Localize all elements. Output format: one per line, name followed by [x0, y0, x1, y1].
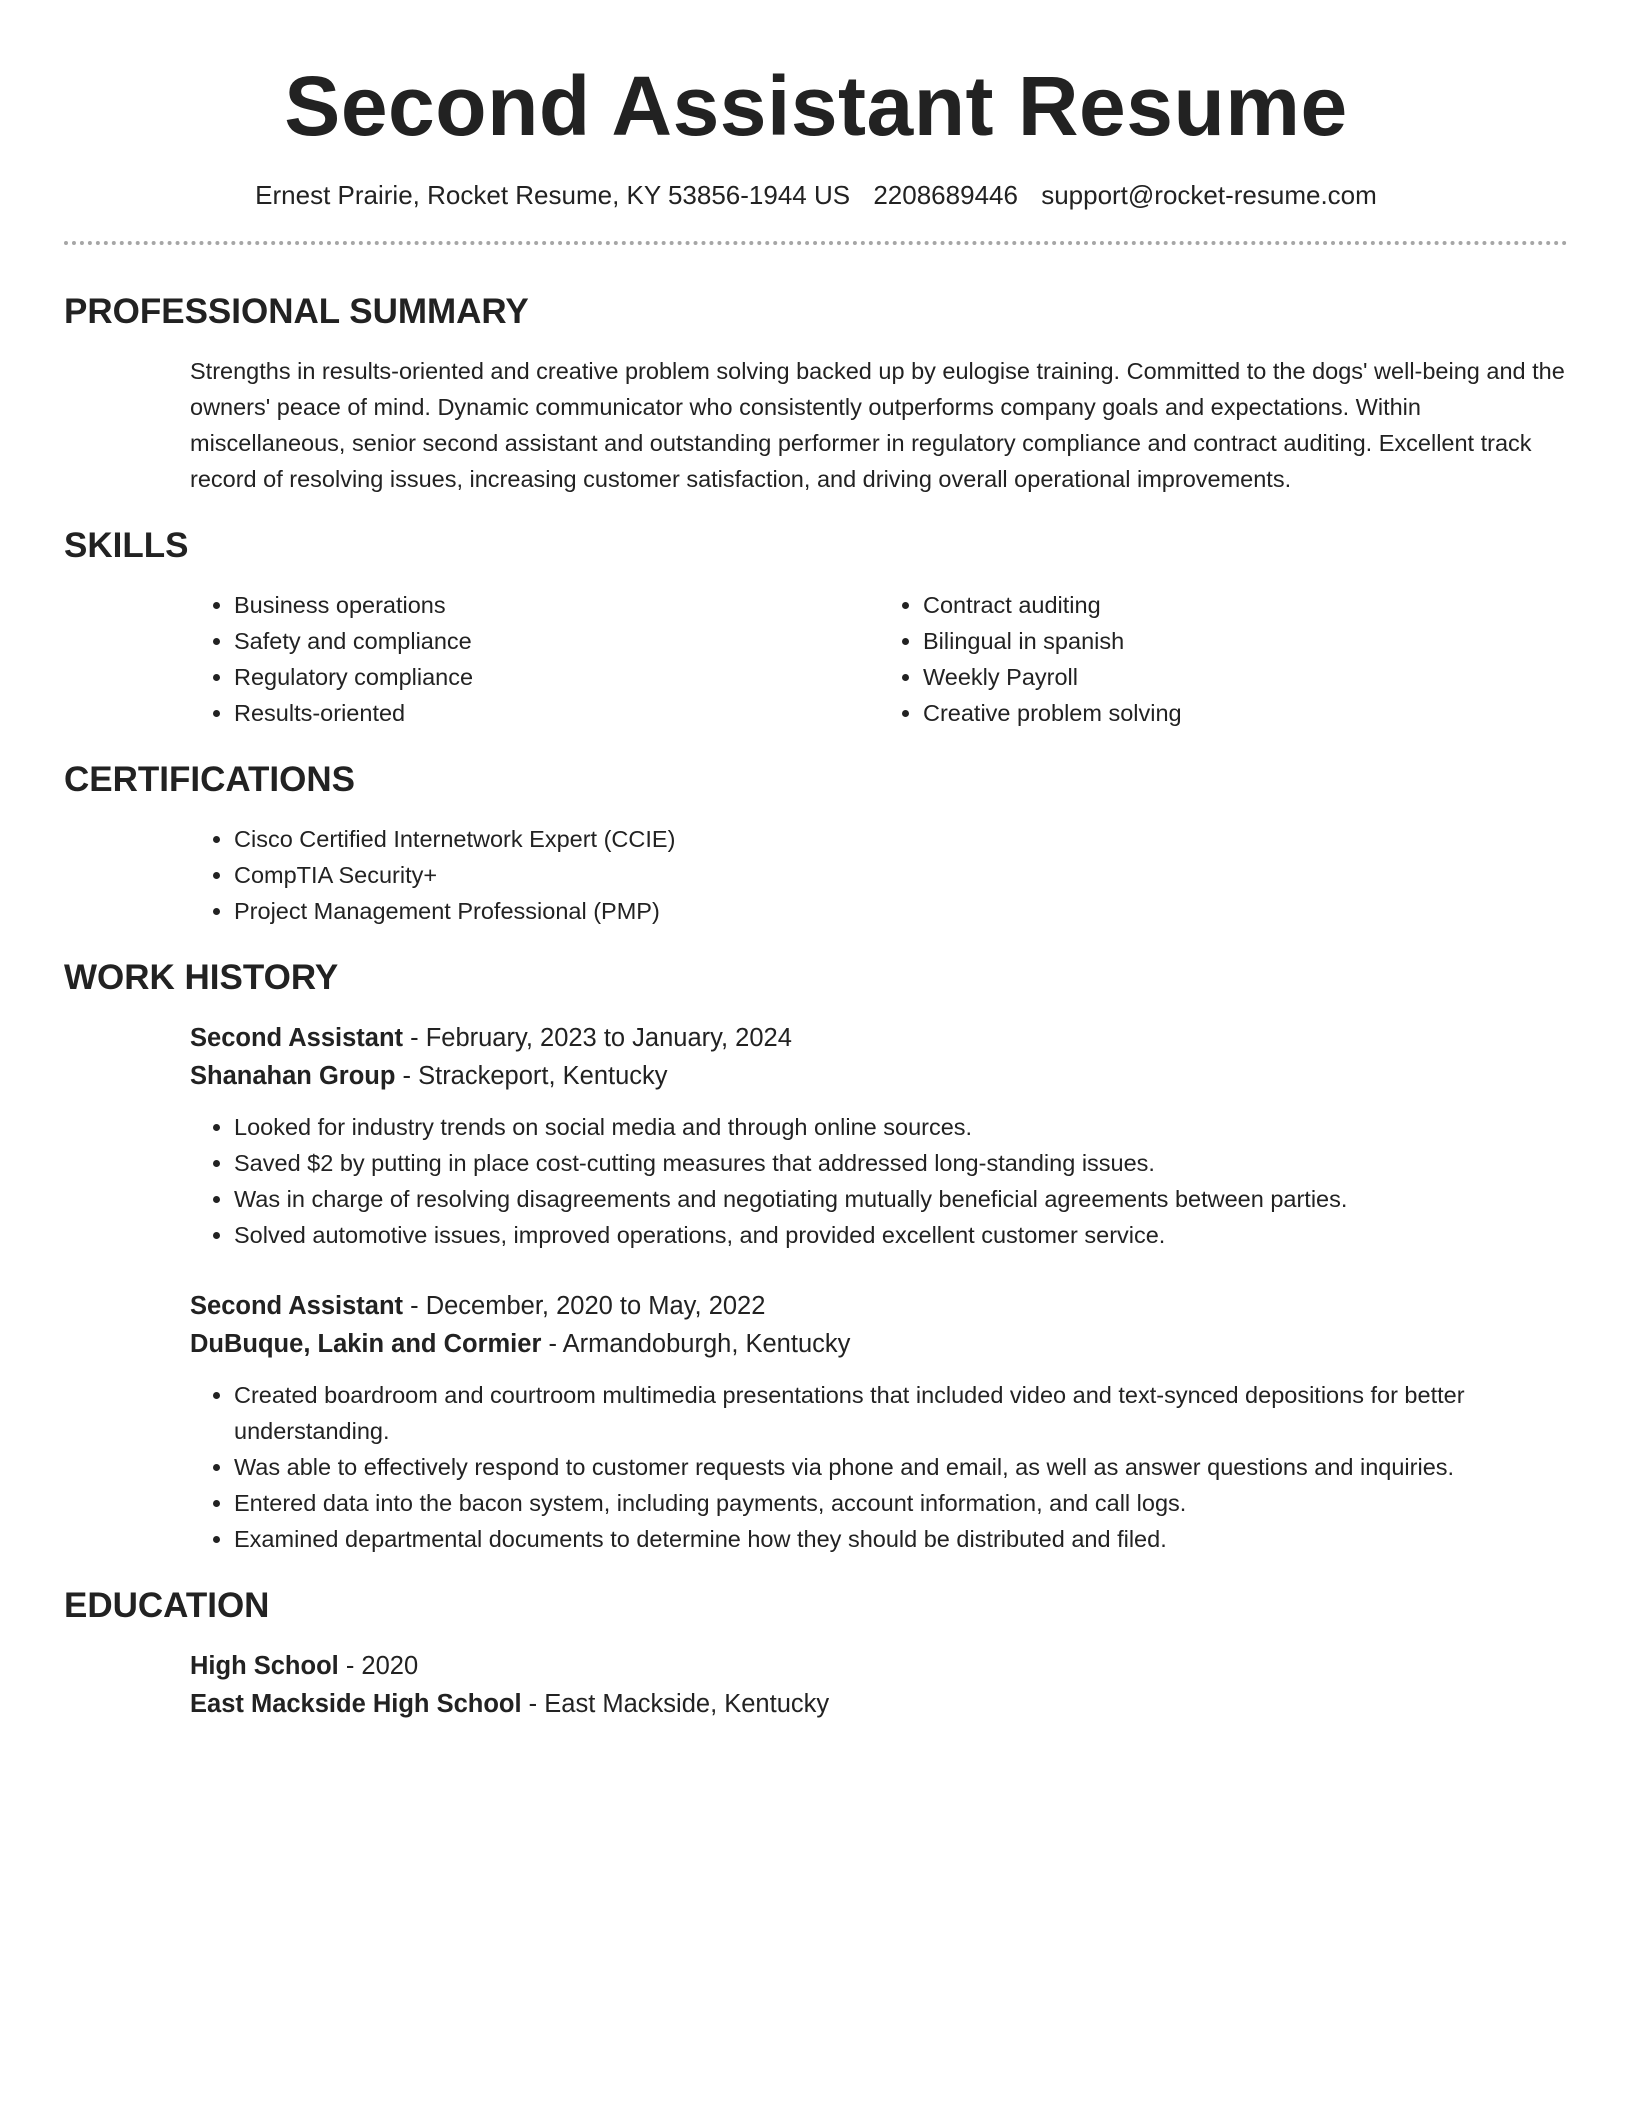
skills-section [64, 525, 1568, 731]
skill-item: • Bilingual in spanish [923, 623, 1568, 659]
job-bullet: • Created boardroom and courtroom multimedia presentations that included video and text-synced depositions for better understanding. [234, 1377, 1568, 1449]
job-title: Second Assistant [190, 1292, 404, 1320]
job-entry [190, 1287, 1568, 1557]
job-bullets [190, 1109, 1568, 1253]
job-bullet: • Entered data into the bacon system, including payments, account information, and call logs. [234, 1485, 1568, 1521]
skill-item: • Business operations [234, 587, 879, 623]
work-history-heading: WORK HISTORY [64, 958, 339, 997]
job-bullet: • Looked for industry trends on social media and through online sources. [234, 1109, 1568, 1145]
job-company: Shanahan Group [190, 1062, 396, 1090]
summary-heading: PROFESSIONAL SUMMARY [64, 292, 529, 331]
job-company: DuBuque, Lakin and Cormier [190, 1330, 542, 1358]
resume-title: Second Assistant Resume [284, 59, 1348, 153]
skills-list-left [190, 587, 879, 731]
certifications-section [64, 759, 1568, 929]
job-title-line [190, 1019, 1568, 1057]
summary-section [64, 291, 1568, 497]
education-section [64, 1585, 1568, 1723]
skill-item: • Weekly Payroll [923, 659, 1568, 695]
education-degree: High School [190, 1652, 339, 1680]
skills-list-right [879, 587, 1568, 731]
skill-item: • Contract auditing [923, 587, 1568, 623]
education-degree-line [190, 1647, 1568, 1685]
education-body [190, 1647, 1568, 1723]
job-bullet: • Was able to effectively respond to customer requests via phone and email, as well as answer questions and inquiries. [234, 1449, 1568, 1485]
work-history-section [64, 957, 1568, 1557]
header-divider [64, 241, 1568, 245]
education-school-line [190, 1685, 1568, 1723]
summary-body [190, 353, 1568, 497]
certification-item: • CompTIA Security+ [234, 857, 1568, 893]
education-year: - 2020 [338, 1652, 419, 1680]
job-location: - Armandoburgh, Kentucky [541, 1330, 851, 1358]
work-history-body [190, 1019, 1568, 1557]
certifications-list [190, 821, 1568, 929]
skills-grid [190, 587, 1568, 731]
contact-address: Ernest Prairie, Rocket Resume, KY 53856-1944 US [255, 180, 851, 210]
certification-item: • Project Management Professional (PMP) [234, 893, 1568, 929]
skill-item: • Creative problem solving [923, 695, 1568, 731]
summary-text: Strengths in results-oriented and creative problem solving backed up by eulogise training. Committed to the dogs' well-being and the owners' peace of mind. Dynamic communicator who consistently outperforms company goals and expectations. Within miscellaneous, senior second assistant and outstanding performer in regulatory compliance and contract auditing. Excellent track record of resolving issues, increasing customer satisfaction, and driving overall operational improvements. [190, 358, 1565, 492]
job-bullets [190, 1377, 1568, 1557]
job-location: - Strackeport, Kentucky [395, 1062, 668, 1090]
education-heading: EDUCATION [64, 1586, 270, 1625]
skill-item: • Results-oriented [234, 695, 879, 731]
certifications-heading: CERTIFICATIONS [64, 760, 356, 799]
education-school: East Mackside High School [190, 1690, 522, 1718]
job-title: Second Assistant [190, 1024, 404, 1052]
certification-item: • Cisco Certified Internetwork Expert (CCIE) [234, 821, 1568, 857]
job-bullet: • Solved automotive issues, improved operations, and provided excellent customer service. [234, 1217, 1568, 1253]
job-dates: - December, 2020 to May, 2022 [403, 1292, 766, 1320]
skills-heading: SKILLS [64, 526, 189, 565]
certifications-body [190, 821, 1568, 929]
contact-email: support@rocket-resume.com [1041, 180, 1377, 210]
contact-line [64, 179, 1568, 211]
job-dates: - February, 2023 to January, 2024 [403, 1024, 792, 1052]
education-location: - East Mackside, Kentucky [521, 1690, 830, 1718]
job-title-line [190, 1287, 1568, 1325]
job-bullet: • Examined departmental documents to determine how they should be distributed and filed. [234, 1521, 1568, 1557]
skill-item: • Safety and compliance [234, 623, 879, 659]
job-company-line [190, 1057, 1568, 1095]
contact-phone: 2208689446 [873, 180, 1018, 210]
skill-item: • Regulatory compliance [234, 659, 879, 695]
job-entry [190, 1019, 1568, 1253]
job-company-line [190, 1325, 1568, 1363]
job-bullet: • Was in charge of resolving disagreements and negotiating mutually beneficial agreements between parties. [234, 1181, 1568, 1217]
job-bullet: • Saved $2 by putting in place cost-cutting measures that addressed long-standing issues. [234, 1145, 1568, 1181]
